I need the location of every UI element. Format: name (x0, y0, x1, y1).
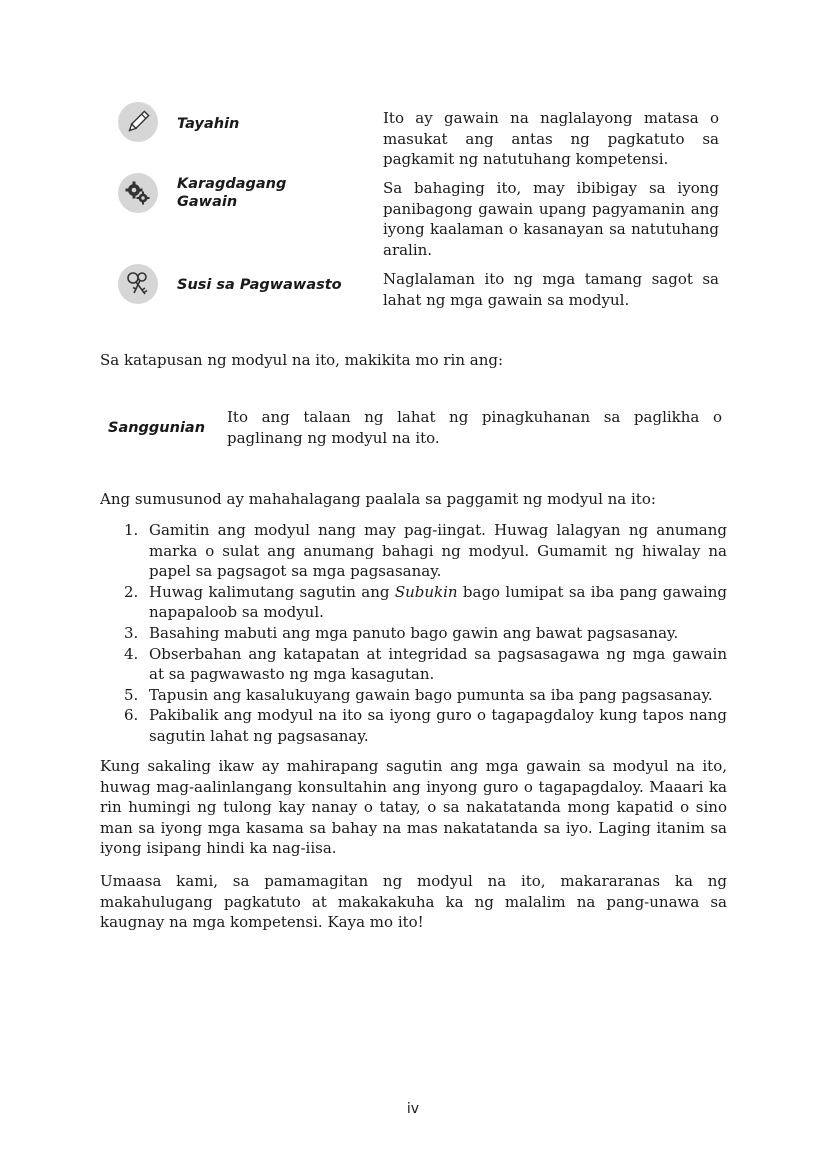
list-item: 2. Huwag kalimutang sagutin ang Subukin bago lumipat sa iba pang gawaing napapaloob sa modyul. (124, 582, 728, 622)
gears-icon (118, 173, 158, 213)
page-number: iv (406, 1101, 420, 1117)
description-sanggunian: Ito ang talaan ng lahat ng pinagkuhanan sa paglikha o paglinang ng modyul na ito. (227, 408, 722, 447)
list-item: 4. Obserbahan ang katapatan at integridad sa pagsasagawa ng mga gawain at sa pagwawasto ng mga kasagutan. (124, 644, 727, 684)
term-susi-sa-pagwawasto: Susi sa Pagwawasto (177, 277, 342, 293)
description-karagdagang-gawain: Sa bahaging ito, may ibibigay sa iyong panibagong gawain upang pagyamanin ang iyong kaalaman o kasanayan sa natutuhang aralin. (383, 179, 719, 259)
list-item: 3. Basahing mabuti ang mga panuto bago gawin ang bawat pagsasanay. (124, 623, 679, 642)
help-paragraph: Kung sakaling ikaw ay mahirapang sagutin ang mga gawain sa modyul na ito, huwag mag-aalinlangang konsultahin ang inyong guro o tagapagdaloy. Maaari ka rin humingi ng tulong kay nanay o tatay, o sa nakatatanda mong kapatid o sino man sa iyong mga kasama sa bahay na mas nakatatanda sa iyo. Laging itanim sa iyong isipang hindi ka nag-iisa. (100, 757, 727, 858)
term-sanggunian: Sanggunian (108, 420, 206, 436)
end-intro: Sa katapusan ng modyul na ito, makikita mo rin ang: (100, 351, 504, 369)
keys-icon (118, 264, 158, 304)
term-karagdagang-gawain-line1: Karagdagang (177, 176, 287, 192)
term-tayahin: Tayahin (177, 116, 240, 132)
term-karagdagang-gawain (177, 175, 286, 211)
reminders-intro: Ang sumusunod ay mahahalagang paalala sa paggamit ng modyul na ito: (100, 490, 656, 508)
list-item: 1. Gamitin ang modyul nang may pag-iingat. Huwag lalagyan ng anumang marka o sulat ang anumang bahagi ng modyul. Gumamit ng hiwalay na papel sa pagsagot sa mga pagsasanay. (124, 521, 727, 581)
reminders-list (100, 520, 727, 747)
list-item: 6. Pakibalik ang modyul na ito sa iyong guro o tagapagdaloy kung tapos nang sagutin lahat ng pagsasanay. (124, 706, 727, 745)
subukin-italic: Subukin (394, 582, 458, 601)
pencil-icon (118, 102, 158, 142)
term-karagdagang-gawain-line2: Gawain (177, 194, 238, 210)
description-susi-sa-pagwawasto: Naglalaman ito ng mga tamang sagot sa lahat ng mga gawain sa modyul. (383, 270, 719, 309)
description-tayahin: Ito ay gawain na naglalayong matasa o masukat ang antas ng pagkatuto sa pagkamit ng natutuhang kompetensi. (383, 109, 719, 169)
closing-paragraph: Umaasa kami, sa pamamagitan ng modyul na ito, makararanas ka ng makahulugang pagkatuto at makakakuha ka ng malalim na pang-unawa sa kaugnay na mga kompetensi. Kaya mo ito! (100, 872, 727, 932)
list-item: 5. Tapusin ang kasalukuyang gawain bago pumunta sa iba pang pagsasanay. (124, 685, 713, 704)
